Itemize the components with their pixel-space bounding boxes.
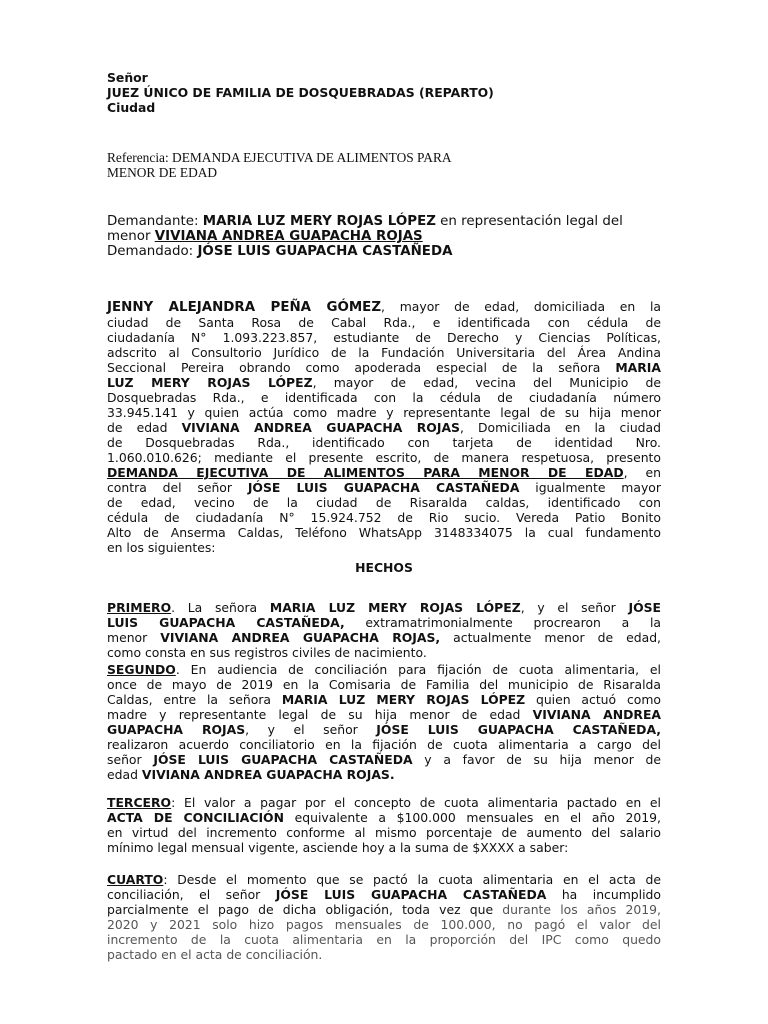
section-title-hechos: HECHOS (355, 560, 413, 575)
demandante-line: Demandante: MARIA LUZ MERY ROJAS LÓPEZ en representación legal del (107, 214, 623, 229)
hecho-cuarto: CUARTO: Desde el momento que se pactó la cuota alimentaria en el acta de conciliación, el señor JÓSE LUIS GUAPACHA CASTAÑEDA ha incumplido parcialmente el pago de dicha obligación, toda vez que durante los años 2019, 2020 y 2021 solo hizo pagos mensuales de 100.000, no pagó el valor del incremento de la cuota alimentaria en la proporción del IPC como quedo pactado en el acta de conciliación. (107, 872, 661, 962)
reference-block (107, 150, 661, 180)
city-line: Ciudad (107, 100, 156, 115)
salutation: Señor (107, 70, 148, 85)
reference-line-1: Referencia: DEMANDA EJECUTIVA DE ALIMENTOS PARA (107, 150, 452, 165)
addressee-block (107, 70, 661, 115)
menor-line: menor VIVIANA ANDREA GUAPACHA ROJAS (107, 229, 423, 244)
hecho-primero: PRIMERO. La señora MARIA LUZ MERY ROJAS LÓPEZ, y el señor JÓSE LUIS GUAPACHA CASTAÑEDA, extramatrimonialmente procrearon a la menor VIVIANA ANDREA GUAPACHA ROJAS, actualmente menor de edad, como consta en sus registros civiles de nacimiento. (107, 600, 661, 660)
court-name: JUEZ ÚNICO DE FAMILIA DE DOSQUEBRADAS (REPARTO) (107, 85, 494, 100)
hecho-tercero: TERCERO: El valor a pagar por el concepto de cuota alimentaria pactado en el ACTA DE CONCILIACIÓN equivalente a $100.000 mensuales en el año 2019, en virtud del incremento conforme al mismo porcentaje de aumento del salario mínimo legal mensual vigente, asciende hoy a la suma de $XXXX a saber: (107, 795, 661, 855)
demandado-line: Demandado: JÓSE LUIS GUAPACHA CASTAÑEDA (107, 244, 453, 259)
reference-line-2: MENOR DE EDAD (107, 165, 218, 180)
hecho-segundo: SEGUNDO. En audiencia de conciliación para fijación de cuota alimentaria, el once de mayo de 2019 en la Comisaria de Familia del municipio de Risaralda Caldas, entre la señora MARIA LUZ MERY ROJAS LÓPEZ quien actuó como madre y representante legal de su hija menor de edad VIVIANA ANDREA GUAPACHA ROJAS, y el señor JÓSE LUIS GUAPACHA CASTAÑEDA, realizaron acuerdo conciliatorio en la fijación de cuota alimentaria a cargo del señor JÓSE LUIS GUAPACHA CASTAÑEDA y a favor de su hija menor de edad VIVIANA ANDREA GUAPACHA ROJAS. (107, 662, 661, 782)
parties-block (107, 214, 687, 259)
intro-paragraph: JENNY ALEJANDRA PEÑA GÓMEZ, mayor de edad, domiciliada en la ciudad de Santa Rosa de Cabal Rda., e identificada con cédula de ciudadanía N° 1.093.223.857, estudiante de Derecho y Ciencias Políticas, adscrito al Consultorio Jurídico de la Fundación Universitaria del Área Andina Seccional Pereira obrando como apoderada especial de la señora MARIA LUZ MERY ROJAS LÓPEZ, mayor de edad, vecina del Municipio de Dosquebradas Rda., e identificada con la cédula de ciudadanía número 33.945.141 y quien actúa como madre y representante legal de su hija menor de edad VIVIANA ANDREA GUAPACHA ROJAS, Domiciliada en la ciudad de Dosquebradas Rda., identificado con tarjeta de identidad Nro. 1.060.010.626; mediante el presente escrito, de manera respetuosa, presento DEMANDA EJECUTIVA DE ALIMENTOS PARA MENOR DE EDAD, en contra del señor JÓSE LUIS GUAPACHA CASTAÑEDA igualmente mayor de edad, vecino de la ciudad de Risaralda caldas, identificado con cédula de ciudadanía N° 15.924.752 de Rio sucio. Vereda Patio Bonito Alto de Anserma Caldas, Teléfono WhatsApp 3148334075 la cual fundamento en los siguientes: (107, 299, 661, 555)
